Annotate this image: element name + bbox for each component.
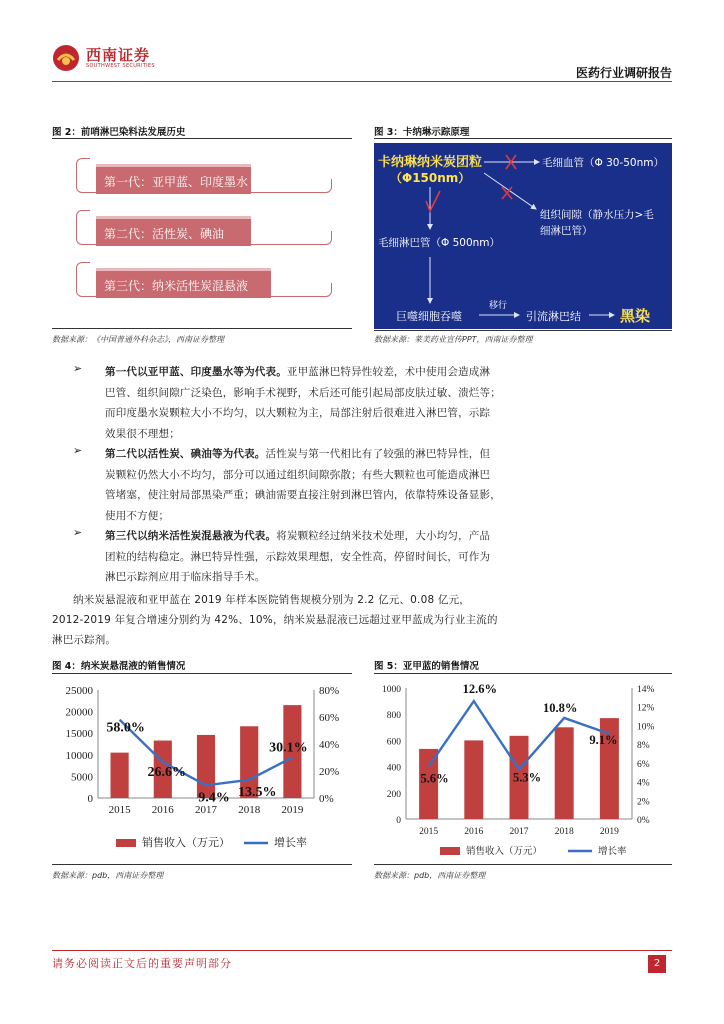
x-tick-label: 2019 — [599, 827, 619, 837]
particle-size-label: （Φ150nm） — [390, 171, 471, 185]
figure3-title: 图 3：卡纳琳示踪原理 — [374, 127, 470, 138]
y-tick-label-left: 800 — [386, 711, 401, 722]
x-tick-label: 2019 — [281, 804, 304, 816]
y-tick-label-left: 1000 — [382, 685, 401, 695]
black-stain-label: 黑染 — [620, 307, 651, 325]
footer-notice: 请务必阅读正文后的重要声明部分 — [52, 957, 232, 970]
y-tick-label-right: 20% — [319, 766, 340, 778]
legend-swatch-bar — [440, 847, 460, 855]
y-tick-label-left: 0 — [396, 816, 401, 826]
bullet-arrow-icon: ➢ — [73, 444, 83, 457]
bullet-lead: 第二代以活性炭、碘油等为代表。 — [105, 448, 266, 460]
y-tick-label-right: 8% — [637, 741, 650, 752]
y-tick-label-right: 0% — [319, 793, 334, 805]
figure2-bottom-rule — [52, 328, 352, 329]
y-tick-label-left: 10000 — [65, 749, 93, 762]
figure4-title-rule — [52, 673, 352, 674]
y-tick-label-right: 4% — [637, 778, 650, 789]
y-tick-label-left: 25000 — [65, 685, 93, 697]
x-tick-label: 2016 — [151, 804, 174, 816]
data-label: 12.6% — [462, 682, 497, 697]
paragraph-line: 纳米炭悬混液和亚甲蓝在 2019 年样本医院销售规模分别为 2.2 亿元、0.08 亿元， — [73, 594, 470, 606]
figure4-bottom-rule — [52, 864, 352, 865]
legend-swatch-bar — [116, 839, 136, 847]
footer-divider — [52, 950, 672, 951]
y-tick-label-right: 80% — [319, 685, 340, 697]
data-label: 58.0% — [106, 720, 145, 736]
legend-label-line: 增长率 — [598, 847, 627, 857]
figure5-bottom-rule — [374, 864, 672, 865]
bullet-arrow-icon: ➢ — [73, 526, 83, 539]
page-number: 2 — [648, 955, 666, 973]
figure3-bottom-rule — [374, 330, 672, 331]
bullet-line: 巴管、组织间隙广泛染色，影响手术视野，术后还可能引起局部皮肤过敏、溃烂等； — [105, 386, 501, 399]
figure3-title-rule — [374, 138, 672, 139]
paragraph-line: 淋巴示踪剂。 — [52, 634, 117, 646]
generation-row — [76, 216, 332, 250]
figure3-source: 数据来源：莱美药业宣传PPT，西南证券整理 — [374, 335, 533, 344]
y-tick-label-right: 60% — [319, 712, 340, 724]
figure4-chart — [52, 676, 352, 862]
bullet-arrow-icon: ➢ — [73, 362, 83, 375]
y-tick-label-left: 20000 — [65, 706, 93, 719]
bar — [197, 735, 215, 798]
generation-label: 第二代：活性炭、碘油 — [96, 216, 251, 246]
y-tick-label-left: 5000 — [71, 771, 93, 784]
tissue-label-2: 细淋巴管） — [540, 225, 593, 237]
figure5-chart — [374, 676, 672, 862]
x-tick-label: 2018 — [238, 804, 261, 816]
x-tick-label: 2018 — [554, 827, 574, 837]
y-tick-label-right: 14% — [637, 685, 655, 695]
y-tick-label-left: 0 — [87, 793, 93, 805]
bullet-line: 活性炭与第一代相比有了较强的淋巴特异性，但 — [265, 448, 491, 460]
y-tick-label-right: 12% — [637, 703, 655, 714]
lymph-node-label: 引流淋巴结 — [526, 310, 581, 323]
y-tick-label-left: 600 — [386, 737, 401, 748]
data-label: 9.4% — [198, 790, 230, 806]
bullet-line: 使用不方便； — [105, 509, 170, 522]
company-logo — [52, 42, 172, 76]
y-tick-label-right: 0% — [637, 816, 650, 826]
particle-label: 卡纳琳纳米炭团粒 — [378, 155, 483, 170]
bullet-line: 亚甲蓝淋巴特异性较差，术中使用会造成淋 — [286, 366, 491, 378]
tissue-label: 组织间隙（静水压力>毛 — [540, 209, 654, 221]
header-divider — [52, 81, 672, 82]
figure2-diagram — [52, 142, 352, 326]
lymph-vessel-label: 毛细淋巴管（Φ 500nm） — [378, 237, 501, 249]
body-paragraph — [52, 590, 672, 650]
y-tick-label-left: 400 — [386, 763, 401, 774]
x-tick-label: 2017 — [195, 804, 217, 816]
capillary-label: 毛细血管（Φ 30-50nm） — [542, 157, 664, 169]
y-tick-label-left: 15000 — [65, 728, 93, 741]
bullet-line: 淋巴示踪剂应用于临床指导手术。 — [105, 571, 266, 583]
data-label: 13.5% — [237, 784, 277, 800]
legend-label-bar: 销售收入（万元） — [142, 837, 230, 849]
legend-label-bar: 销售收入（万元） — [466, 847, 543, 857]
figure3-diagram — [374, 143, 672, 329]
report-type: 医药行业调研报告 — [575, 66, 672, 80]
bullet-line: 炭颗粒仍然大小不均匀，部分可以通过组织间隙弥散；有些大颗粒也可能造成淋巴 — [105, 468, 491, 481]
figure5-title: 图 5：亚甲蓝的销售情况 — [374, 661, 479, 672]
macrophage-label: 巨噬细胞吞噬 — [396, 310, 462, 323]
data-label: 30.1% — [269, 740, 308, 756]
bullet-line: 团粒的结构稳定。淋巴特异性强，示踪效果理想，安全性高，停留时间长，可作为 — [105, 550, 491, 563]
x-tick-label: 2015 — [108, 804, 131, 816]
bullet-line: 管堵塞，使注射局部黑染严重；碘油需要直接注射到淋巴管内，依靠特殊设备显影， — [105, 489, 501, 501]
y-tick-label-right: 40% — [319, 739, 340, 751]
generation-row — [76, 268, 332, 302]
x-tick-label: 2015 — [419, 827, 439, 837]
generation-label: 第三代：纳米活性炭混悬液 — [96, 268, 271, 298]
logo-emblem-icon — [52, 44, 80, 72]
y-tick-label-right: 10% — [637, 722, 655, 733]
legend-label-line: 增长率 — [274, 837, 307, 849]
y-tick-label-right: 2% — [637, 797, 650, 808]
paragraph-line: 2012-2019 年复合增速分别约为 42%、10%，纳米炭悬混液已远超过亚甲蓝成为行业主流的 — [52, 614, 498, 626]
figure2-title: 图 2：前哨淋巴染料法发展历史 — [52, 127, 186, 138]
x-tick-label: 2016 — [464, 827, 484, 837]
bullet-lead: 第一代以亚甲蓝、印度墨水等为代表。 — [105, 366, 287, 378]
generation-label: 第一代：亚甲蓝、印度墨水 — [96, 164, 251, 194]
migrate-label: 移行 — [489, 301, 508, 311]
logo-text-cn: 西南证券 — [86, 46, 151, 64]
figure2-source: 数据来源：《中国普通外科杂志》，西南证券整理 — [52, 335, 224, 344]
bullet-line: 而印度墨水炭颗粒大小不均匀，以大颗粒为主，局部注射后很难进入淋巴管，示踪 — [105, 407, 491, 419]
data-label: 10.8% — [543, 700, 578, 715]
figure4-source: 数据来源：pdb，西南证券整理 — [52, 871, 164, 880]
bar — [111, 753, 129, 798]
check-mark-icon — [426, 191, 440, 211]
bullet-lead: 第三代以纳米活性炭混悬液为代表。 — [105, 530, 277, 542]
logo-text-en: SOUTHWEST SECURITIES — [86, 63, 155, 69]
figure2-title-rule — [52, 138, 352, 139]
y-tick-label-left: 200 — [386, 789, 401, 800]
figure4-title: 图 4：纳米炭悬混液的销售情况 — [52, 661, 186, 672]
data-label: 5.6% — [420, 771, 449, 786]
data-label: 9.1% — [589, 732, 618, 747]
figure5-title-rule — [374, 673, 672, 674]
bullet-line: 将炭颗粒经过纳米技术处理，大小均匀，产品 — [276, 530, 491, 542]
bar — [464, 740, 483, 819]
generation-row — [76, 164, 332, 198]
data-label: 5.3% — [512, 770, 542, 785]
figure5-source: 数据来源：pdb，西南证券整理 — [374, 871, 486, 880]
bar — [555, 727, 574, 819]
data-label: 26.6% — [147, 765, 187, 781]
y-tick-label-right: 6% — [637, 759, 650, 770]
x-tick-label: 2017 — [509, 827, 529, 837]
bullet-line: 效果很不理想； — [105, 427, 180, 440]
